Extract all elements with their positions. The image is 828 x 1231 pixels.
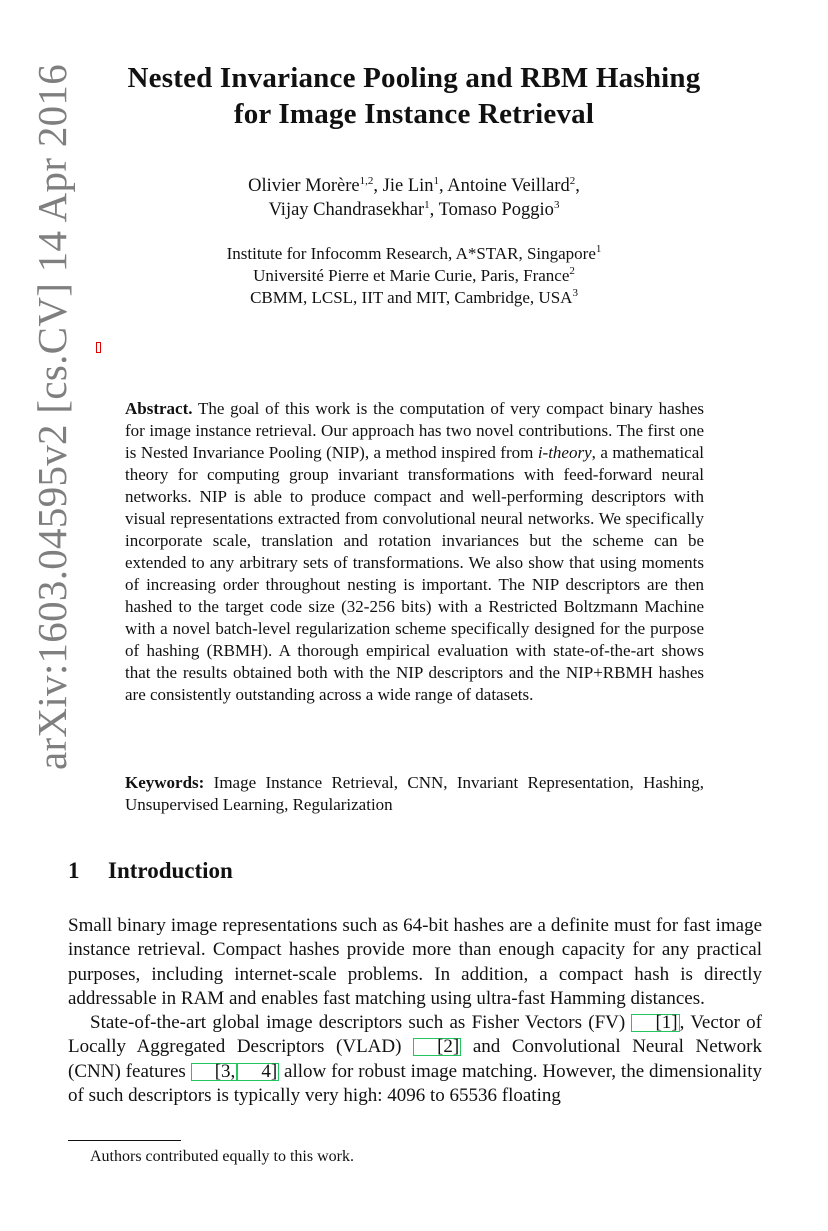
introduction-body [68, 914, 762, 1108]
affiliation-text: Institute for Infocomm Research, A*STAR, Singapore [226, 244, 596, 263]
author-name: Jie Lin [382, 176, 434, 196]
citation-link[interactable]: 4] [237, 1063, 279, 1081]
affiliation-3 [64, 287, 764, 309]
footnote: Authors contributed equally to this work. [90, 1148, 354, 1165]
author-name: Tomaso Poggio [438, 200, 554, 220]
paragraph-text: , Vector of Locally Aggregated Descriptors (VLAD) [68, 1012, 762, 1058]
annotation-marker [96, 342, 101, 353]
author-affiliation-mark: 1 [433, 175, 440, 187]
author-line-1: Olivier Morère$^{1,2}$, Jie Lin$^1$, Antoine Veillard$^2$, [248, 175, 580, 196]
section-title: Introduction [108, 858, 233, 883]
affiliation-2 [64, 265, 764, 287]
author-line-2: Vijay Chandrasekhar$^1$, Tomaso Poggio$^3$ [268, 199, 560, 220]
footnote-divider [68, 1140, 181, 1141]
affiliation-mark: 3 [572, 287, 578, 299]
author-affiliation-mark: 1,2 [359, 175, 374, 187]
abstract [125, 398, 704, 706]
keywords [125, 772, 704, 816]
affiliation-text: Université Pierre et Marie Curie, Paris, France [253, 266, 570, 285]
author-name: Antoine Veillard [447, 176, 570, 196]
paper-title [64, 60, 764, 132]
author-affiliation-mark: 1 [424, 199, 430, 211]
affiliation-mark: 1 [595, 243, 602, 255]
author-affiliation-mark: 2 [569, 175, 576, 187]
paragraph-1: Small binary image representations such as 64-bit hashes are a definite must for fast image instance retrieval. Compact hashes provide more than enough capacity for any practical purposes, including internet-scale problems. In addition, a compact hash is directly addressable in RAM and enables fast matching using ultra-fast Hamming distances. [68, 915, 762, 1009]
abstract-label: Abstract. [125, 399, 193, 418]
paragraph-text: State-of-the-art global image descriptors such as Fisher Vectors (FV) [90, 1012, 632, 1034]
paragraph-2 [68, 1011, 762, 1108]
section-heading [68, 858, 233, 884]
affiliation-mark: 2 [569, 265, 575, 277]
paragraph-text: allow for robust image matching. However, the dimensionality of such descriptors is typically very high: 4096 to 65536 floating [68, 1060, 762, 1107]
citation-link[interactable]: [1] [631, 1014, 679, 1032]
author-name: Olivier Morère [248, 176, 360, 196]
author-affiliation-mark: 3 [553, 199, 560, 211]
abstract-italic-term: i-theory [537, 443, 592, 462]
affiliation-text: CBMM, LCSL, IIT and MIT, Cambridge, USA [250, 288, 573, 307]
keywords-text: Image Instance Retrieval, CNN, Invariant Representation, Hashing, Unsupervised Learning, Regularization [125, 773, 705, 814]
abstract-text-continued: , a mathematical theory for computing group invariant transformations with feed-forward neural networks. NIP is able to produce compact and well-performing descriptors with visual representations extracted from convolutional neural networks. We specifically incorporate scale, translation and rotation invariances but the scheme can be extended to any arbitrary sets of transformations. We also show that using moments of increasing order throughout nesting is important. The NIP descriptors are then hashed to the target code size (32-256 bits) with a Restricted Boltzmann Machine with a novel batch-level regularization scheme specifically designed for the purpose of hashing (RBMH). A thorough empirical evaluation with state-of-the-art shows that the results obtained both with the NIP descriptors and the NIP+RBMH hashes are consistently outstanding across a wide range of datasets. [125, 443, 704, 704]
title-line-2: for Image Instance Retrieval [233, 98, 595, 130]
arxiv-identifier-stamp: arXiv:1603.04595v2 [cs.CV] 14 Apr 2016 [29, 63, 75, 771]
paragraph-text: and Convolutional Neural Network (CNN) features [68, 1036, 762, 1082]
title-line-1: Nested Invariance Pooling and RBM Hashing [127, 62, 701, 94]
citation-link[interactable]: [2] [413, 1038, 461, 1056]
citation-link[interactable]: [3, [191, 1063, 238, 1081]
section-number: 1 [68, 858, 80, 883]
affiliation-1 [64, 243, 764, 265]
author-name: Vijay Chandrasekhar [268, 200, 425, 220]
abstract-text: The goal of this work is the computation of very compact binary hashes for image instance retrieval. Our approach has two novel contributions. The first one is Nested Invariance Pooling (NIP), a method inspired from [125, 399, 704, 462]
keywords-label: Keywords: [125, 773, 205, 792]
